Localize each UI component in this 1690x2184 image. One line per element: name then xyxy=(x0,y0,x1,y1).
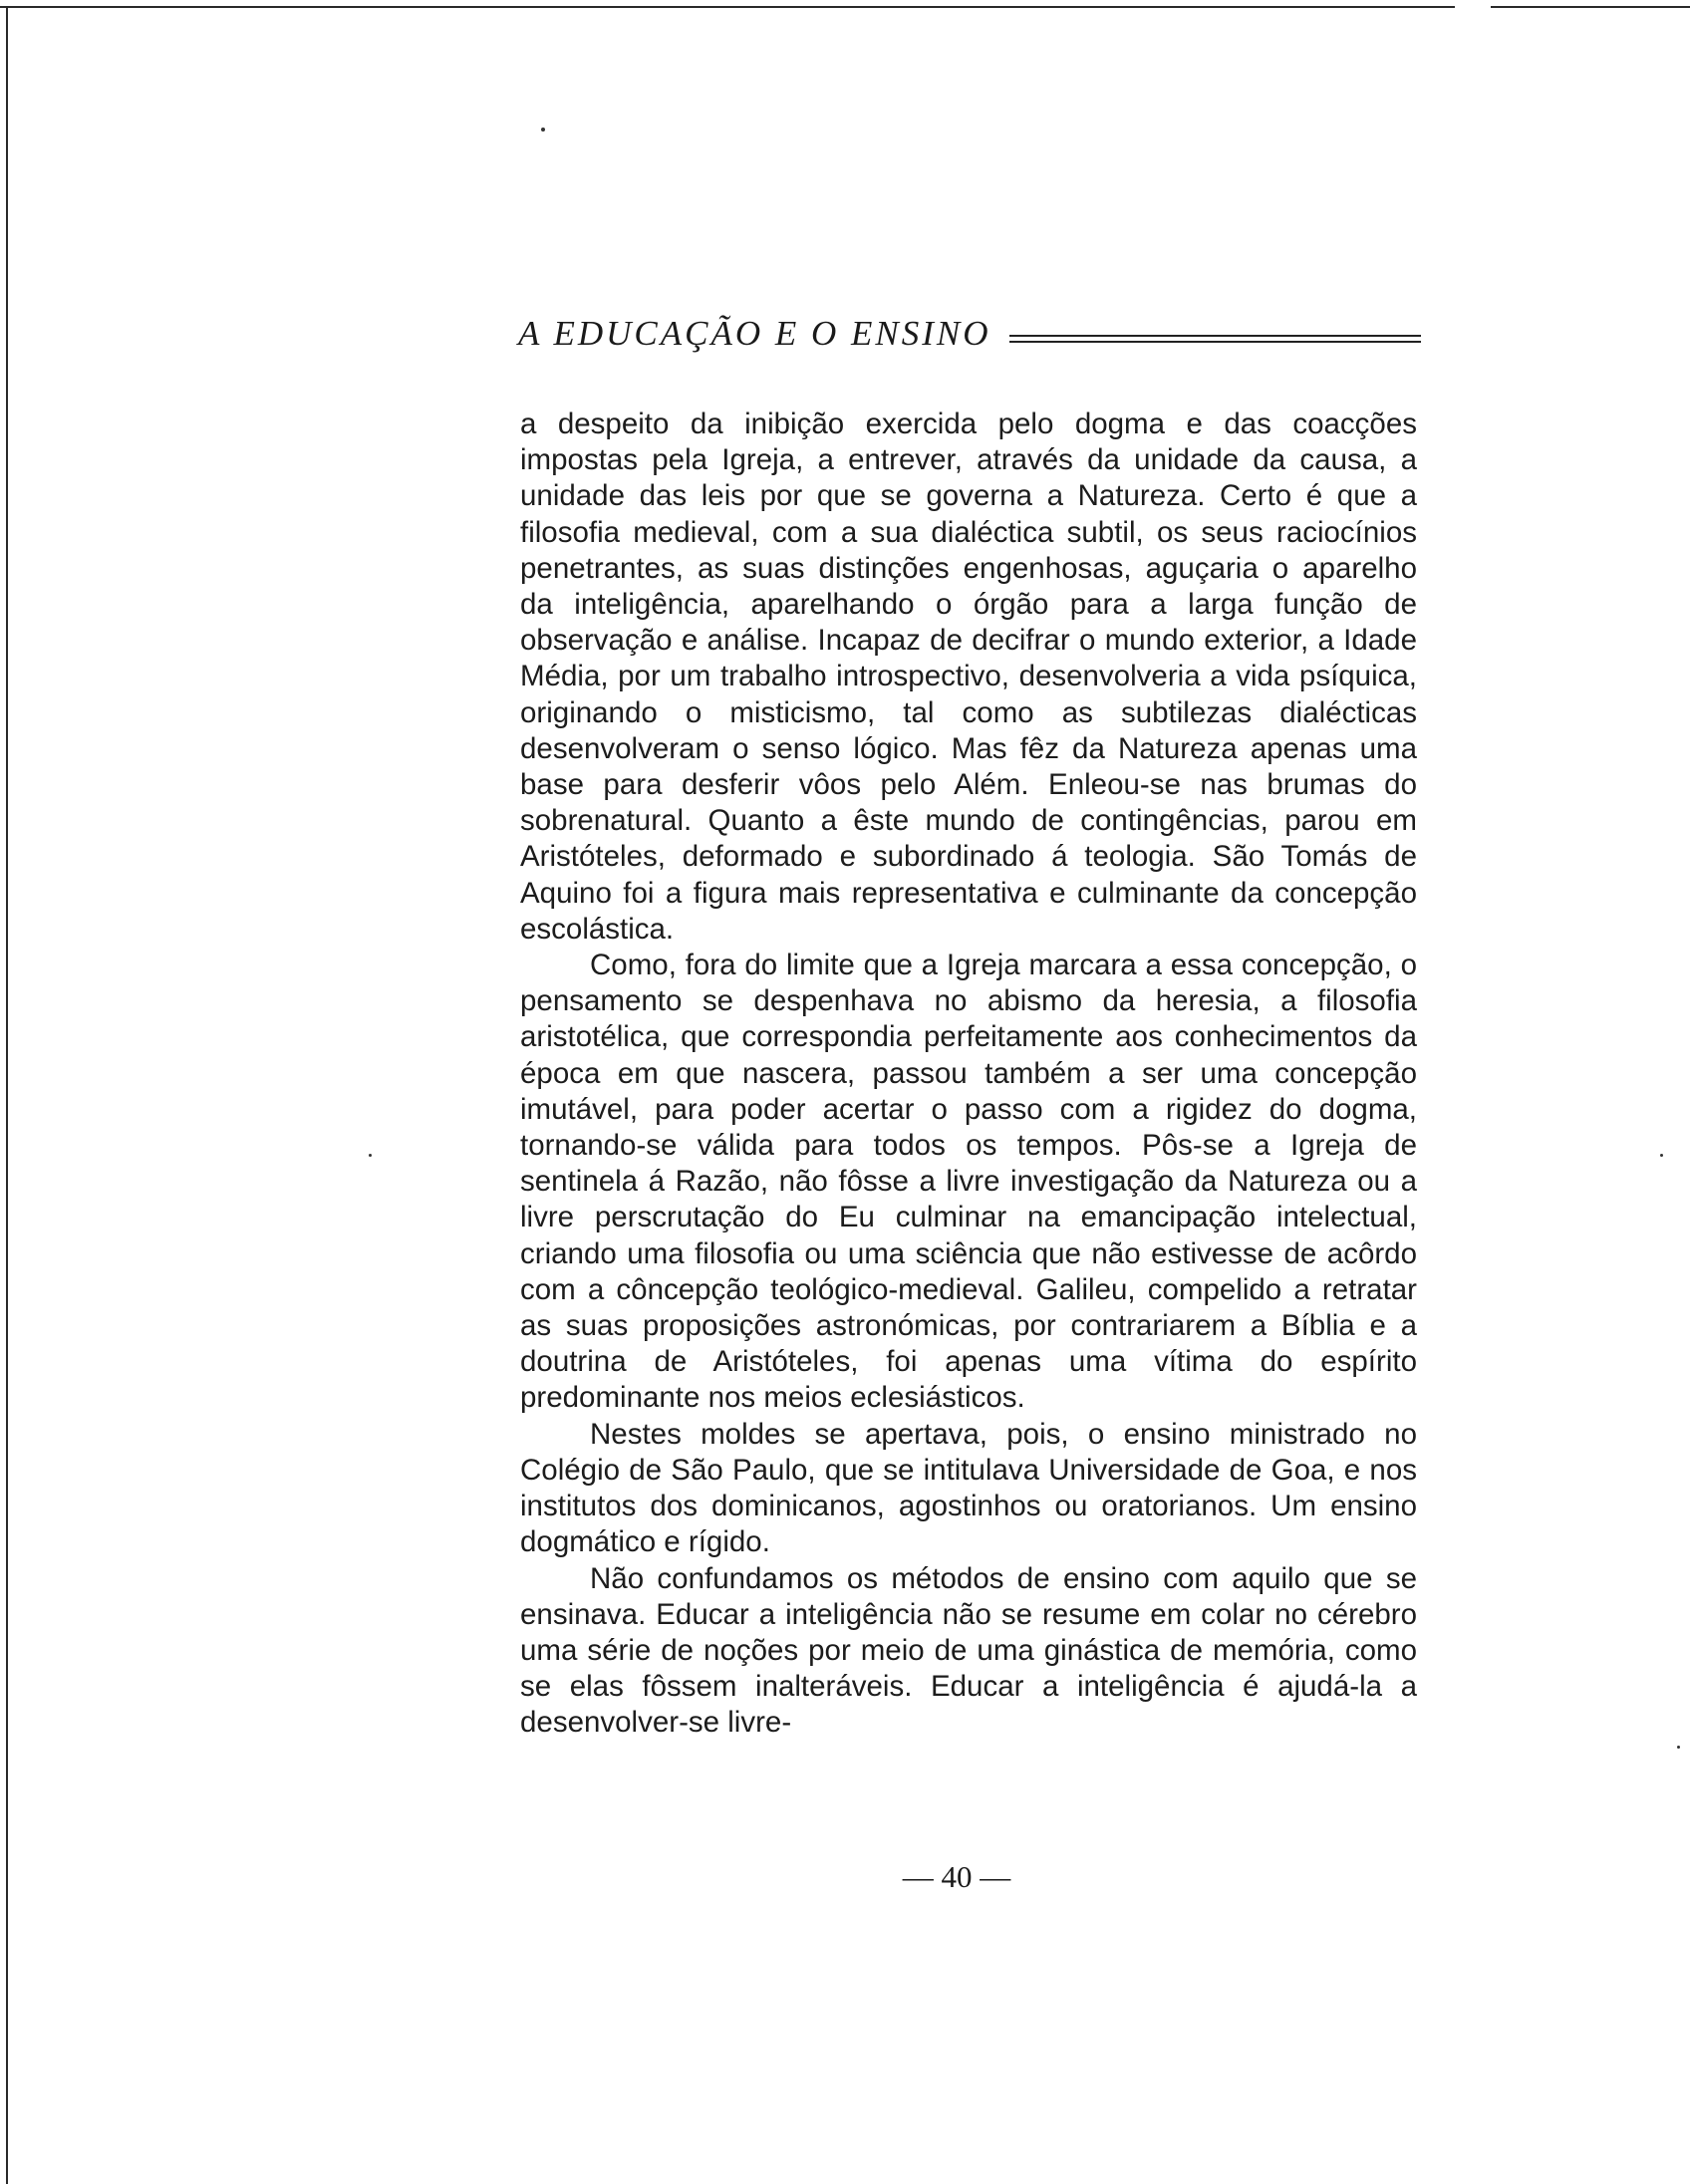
scan-border-left xyxy=(6,6,8,2184)
scan-border-gap xyxy=(1455,4,1491,10)
paragraph: Não confundamos os métodos de ensino com aquilo que se ensinava. Educar a inteligência não se resume em colar no cérebro uma série de noções por meio de uma ginástica de memória, como se elas fôssem inalteráveis. Educar a inteligência é ajudá-la a desenvolver-se livre- xyxy=(520,1561,1417,1740)
scan-speck xyxy=(369,1154,372,1157)
running-title: A EDUCAÇÃO E O ENSINO xyxy=(518,314,991,353)
paragraph: Como, fora do limite que a Igreja marcara a essa concepção, o pensamento se despenhava no abismo da heresia, a filosofia aristotélica, que correspondia perfeitamente aos conhecimentos da época em que nascera, passou também a ser uma concepção imutável, para poder acertar o passo com a rigidez do dogma, tornando-se válida para todos os tempos. Pôs-se a Igreja de sentinela á Razão, não fôsse a livre investigação da Natureza ou a livre perscrutação do Eu culminar na emancipação intelectual, criando uma filosofia ou uma sciência que não estivesse de acôrdo com a côncepção teológico-medieval. Galileu, compelido a retratar as suas proposições astronómicas, por contrariarem a Bíblia e a doutrina de Aristóteles, foi apenas uma vítima do espírito predominante nos meios eclesiásticos. xyxy=(520,949,1417,1415)
page-body xyxy=(520,407,1417,1742)
paragraph: Nestes moldes se apertava, pois, o ensino ministrado no Colégio de São Paulo, que se intitulava Universidade de Goa, e nos institutos dos dominicanos, agostinhos ou oratorianos. Um ensino dogmático e rígido. xyxy=(520,1417,1417,1559)
running-header xyxy=(518,309,1421,359)
scan-speck xyxy=(1660,1154,1663,1157)
header-double-rule xyxy=(1009,335,1421,343)
scan-speck xyxy=(541,128,545,132)
scan-border-top xyxy=(0,6,1690,8)
paragraph: a despeito da inibição exercida pelo dogma e das coacções impostas pela Igreja, a entrever, através da unidade da causa, a unidade das leis por que se governa a Natureza. Certo é que a filosofia medieval, com a sua dialéctica subtil, os seus raciocínios penetrantes, as suas distinções engenhosas, aguçaria o aparelho da inteligência, aparelhando o órgão para a larga função de observação e análise. Incapaz de decifrar o mundo exterior, a Idade Média, por um trabalho introspectivo, desenvolveria a vida psíquica, originando o misticismo, tal como as subtilezas dialécticas desenvolveram o senso lógico. Mas fêz da Natureza apenas uma base para desferir vôos pelo Além. Enleou-se nas brumas do sobrenatural. Quanto a êste mundo de contingências, parou em Aristóteles, deformado e subordinado á teologia. São Tomás de Aquino foi a figura mais representativa e culminante da concepção escolástica. xyxy=(520,408,1417,946)
scan-speck xyxy=(1677,1746,1680,1749)
page-number: — 40 — xyxy=(902,1859,1011,1894)
